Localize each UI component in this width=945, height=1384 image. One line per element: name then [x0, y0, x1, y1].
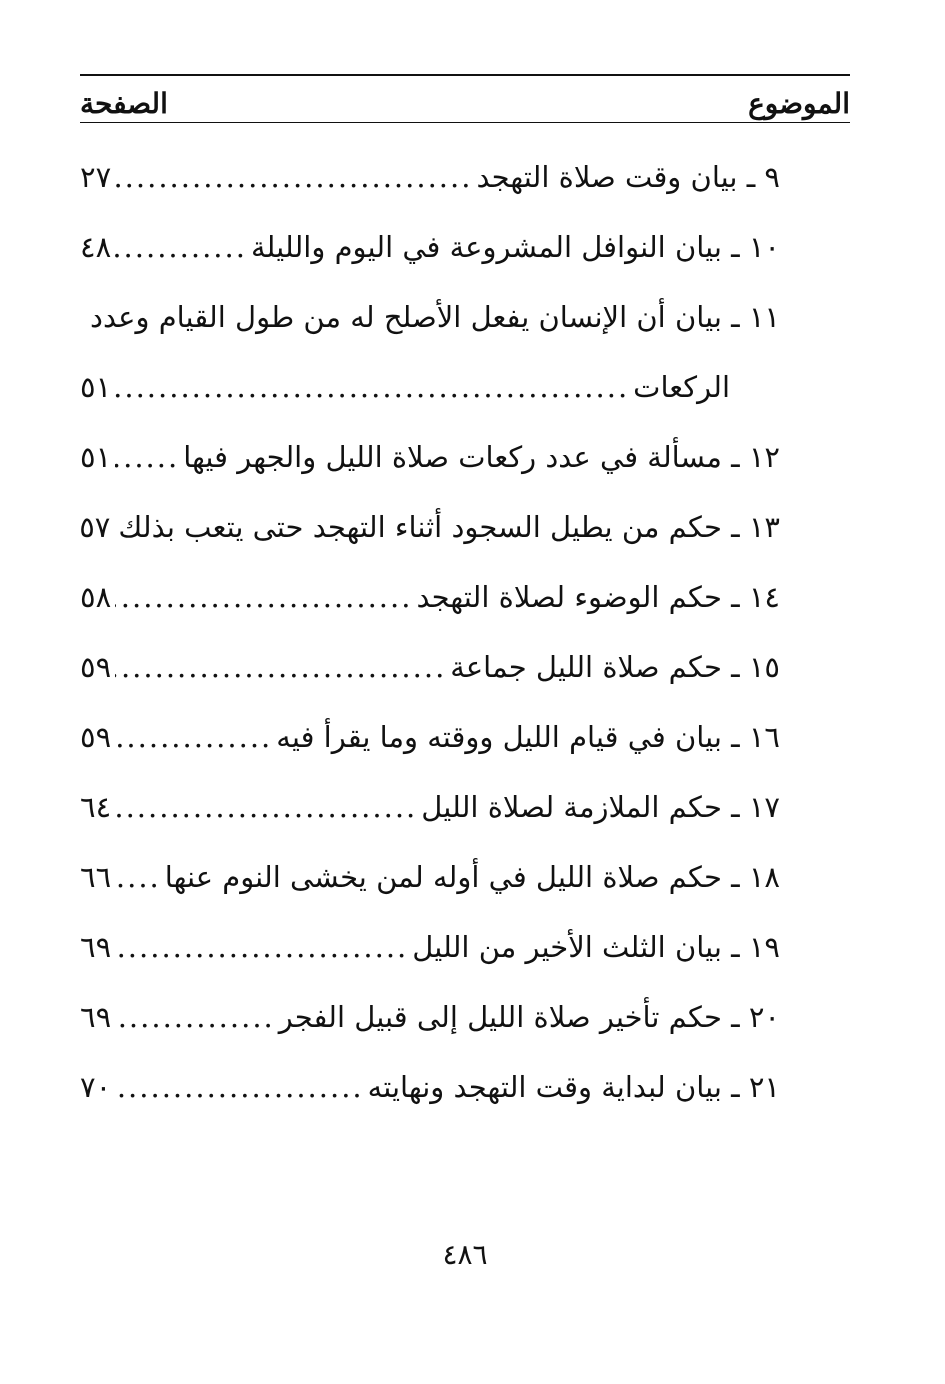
entry-page: ٦٩ — [80, 930, 112, 964]
toc-page — [80, 70, 850, 1350]
page-number: ٤٨٦ — [442, 1238, 488, 1271]
dot-leader — [115, 912, 408, 982]
entry-title: ١٧ ـ حكم الملازمة لصلاة الليل — [421, 790, 780, 824]
entry-page: ٦٦ — [80, 860, 112, 894]
toc-entry — [80, 842, 850, 912]
entry-page: ٥٩ — [80, 650, 112, 684]
entry-page: ٢٧ — [80, 160, 112, 194]
toc-header — [80, 82, 850, 124]
toc-entry — [80, 422, 850, 492]
entry-page: ٥١ — [80, 370, 112, 404]
dot-leader — [115, 982, 275, 1052]
entry-title: ١١ ـ بيان أن الإنسان يفعل الأصلح له من طول القيام وعدد — [90, 300, 780, 334]
toc-entry — [80, 562, 850, 632]
toc-entry — [80, 212, 850, 282]
header-bottom-rule — [80, 122, 850, 123]
entry-page: ٦٤ — [80, 790, 112, 824]
entry-title: ١٠ ـ بيان النوافل المشروعة في اليوم والليلة — [250, 230, 780, 264]
toc-entry — [80, 632, 850, 702]
toc-entry — [80, 492, 850, 562]
entry-title-continued: الركعات — [633, 370, 730, 404]
entry-page: ٥٧ — [79, 510, 111, 544]
entry-page: ٤٨ — [80, 230, 112, 264]
dot-leader — [115, 842, 161, 912]
entry-page: ٥٩ — [80, 720, 112, 754]
entry-title: ٢٠ ـ حكم تأخير صلاة الليل إلى قبيل الفجر — [278, 1000, 780, 1034]
toc-entry — [80, 912, 850, 982]
entry-title: ١٩ ـ بيان الثلث الأخير من الليل — [412, 930, 780, 964]
dot-leader — [115, 1052, 363, 1122]
entry-page: ٧٠ — [80, 1070, 112, 1104]
entry-title: ١٢ ـ مسألة في عدد ركعات صلاة الليل والجهر فيها — [183, 440, 780, 474]
dot-leader — [115, 772, 417, 842]
toc-entry-continuation — [80, 352, 850, 422]
page-column-label: الصفحة — [80, 86, 168, 120]
entry-title: ١٨ ـ حكم صلاة الليل في أوله لمن يخشى النوم عنها — [164, 860, 780, 894]
toc-entry — [80, 1052, 850, 1122]
entry-title: ١٤ ـ حكم الوضوء لصلاة التهجد — [416, 580, 780, 614]
entry-page: ٥٨ — [80, 580, 112, 614]
dot-leader — [115, 422, 179, 492]
toc-entry — [80, 982, 850, 1052]
dot-leader — [115, 702, 272, 772]
entry-page: ٥١ — [80, 440, 112, 474]
entry-title: ١٣ ـ حكم من يطيل السجود أثناء التهجد حتى يتعب بذلك — [118, 510, 780, 544]
entry-page: ٦٩ — [80, 1000, 112, 1034]
entry-title: ٩ ـ بيان وقت صلاة التهجد — [476, 160, 780, 194]
toc-entry — [80, 702, 850, 772]
toc-entry — [80, 282, 850, 352]
toc-entry — [80, 772, 850, 842]
entry-title: ٢١ ـ بيان لبداية وقت التهجد ونهايته — [367, 1070, 780, 1104]
dot-leader — [115, 562, 412, 632]
dot-leader — [115, 632, 446, 702]
entry-title: ١٦ ـ بيان في قيام الليل ووقته وما يقرأ فيه — [276, 720, 780, 754]
entry-title: ١٥ ـ حكم صلاة الليل جماعة — [450, 650, 780, 684]
toc-list — [80, 142, 850, 1122]
topic-column-label: الموضوع — [748, 86, 850, 120]
dot-leader — [115, 352, 629, 422]
dot-leader — [115, 212, 247, 282]
header-top-rule — [80, 74, 850, 76]
toc-entry — [80, 142, 850, 212]
dot-leader — [115, 142, 472, 212]
